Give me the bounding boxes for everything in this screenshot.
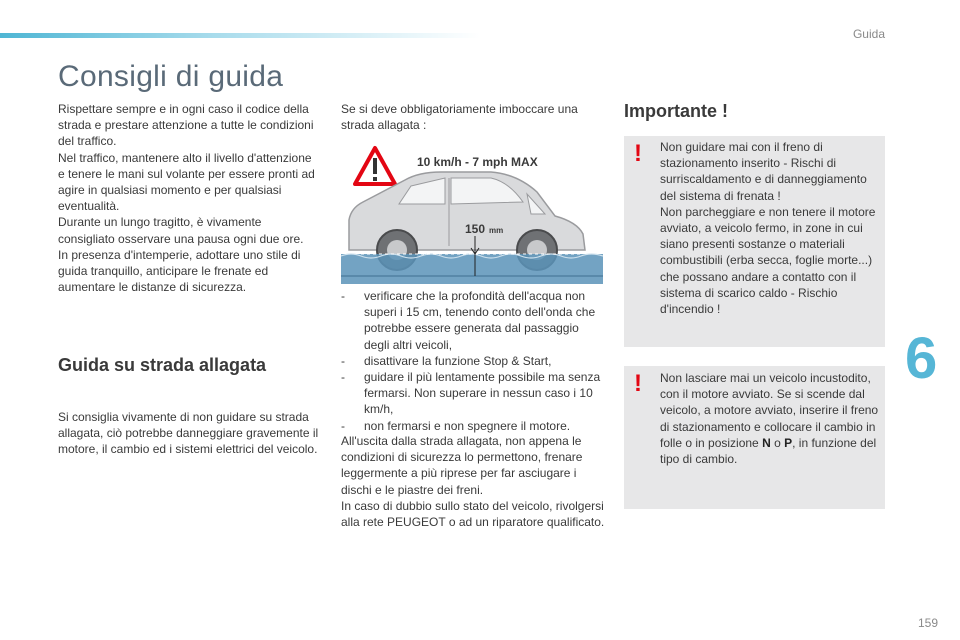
gear-n-label: N <box>762 435 771 450</box>
header-accent-bar <box>0 33 480 38</box>
warning-box-unattended-vehicle <box>624 366 885 509</box>
flooded-road-intro <box>341 101 606 133</box>
after-flood-paragraph: In caso di dubbio sullo stato del veicolo, rivolgersi alla rete PEUGEOT o ad un riparatore qualificato. <box>341 498 605 530</box>
step-text: non fermarsi e non spegnere il motore. <box>364 418 571 433</box>
section-label: Guida <box>852 27 885 41</box>
warning-exclamation-icon: ! <box>634 370 642 397</box>
warning-text-part: , in funzione del tipo di cambio. <box>660 435 877 467</box>
warning-paragraph <box>660 370 879 467</box>
flooded-road-illustration <box>341 142 603 284</box>
step-item <box>341 369 606 418</box>
step-item <box>341 288 606 353</box>
intro-line: Durante un lungo tragitto, è vivamente consigliato osservare una pausa ogni due ore. <box>58 215 304 246</box>
after-flood-paragraph: All'uscita dalla strada allagata, non appena le condizioni di sicurezza lo permettono, frenare leggermente a più riprese per far asciugare i dischi e le piastre dei freni. <box>341 434 583 497</box>
speed-limit-label: 10 km/h - 7 mph MAX <box>417 155 538 169</box>
flooded-road-steps <box>341 288 606 434</box>
page-title: Consigli di guida <box>58 60 284 93</box>
chapter-number: 6 <box>905 326 938 391</box>
step-text: guidare il più lentamente possibile ma senza fermarsi. Non superare in nessun caso i 10 km/h, <box>364 370 601 417</box>
warning-text-part: Non lasciare mai un veicolo incustodito, con il motore avviato. Se si scende dal veicolo, a motore avviato, inserire il freno di stazionamento e collocare il cambio in folle o in posizione <box>660 371 879 450</box>
depth-unit: mm <box>489 226 504 235</box>
intro-line: Rispettare sempre e in ogni caso il codice della strada e prestare attenzione a tutte le condizioni del traffico. <box>58 102 314 149</box>
step-text: verificare che la profondità dell'acqua non superi i 15 cm, tenendo conto dell'onda che potrebbe essere generata dal passaggio degli altri veicoli, <box>364 289 596 352</box>
flooded-road-text <box>58 409 320 458</box>
warning-exclamation-icon: ! <box>634 140 642 167</box>
intro-text <box>58 101 320 295</box>
intro-line: In presenza d'intemperie, adottare uno stile di guida tranquillo, anticipare le frenate ed aumentare le distanze di sicurezza. <box>58 247 301 295</box>
flooded-road-paragraph: Si consiglia vivamente di non guidare su strada allagata, ciò potrebbe danneggiare gravemente il motore, il cambio ed i sistemi elettrici del veicolo. <box>58 410 319 457</box>
gear-p-label: P <box>784 435 793 450</box>
step-text: disattivare la funzione Stop & Start, <box>364 353 552 368</box>
step-dash: - <box>341 353 345 368</box>
intro-line: Nel traffico, mantenere alto il livello d'attenzione e tenere le mani sul volante per essere pronti ad agire in qualsiasi momento e per qualsiasi eventualità. <box>58 150 315 214</box>
step-dash: - <box>341 370 345 385</box>
flooded-road-intro-text: Se si deve obbligatoriamente imboccare una strada allagata : <box>341 102 578 133</box>
after-flood-text <box>341 433 606 530</box>
flooded-road-heading: Guida su strada allagata <box>58 355 267 375</box>
step-item <box>341 353 606 369</box>
step-dash: - <box>341 418 345 433</box>
warning-text <box>660 139 879 317</box>
warning-paragraph: Non parcheggiare e non tenere il motore avviato, a veicolo fermo, in zone in cui siano presenti sostanze o materiali combustibili (erba secca, foglie morte...) che possano andare a contatto con il sistema di scarico caldo - Rischio d'incendio ! <box>660 204 876 317</box>
warning-triangle-icon <box>355 148 395 184</box>
warning-box-parking-brake <box>624 136 885 347</box>
step-item <box>341 418 606 434</box>
step-dash: - <box>341 289 345 303</box>
depth-value: 150 <box>465 222 486 236</box>
warning-text <box>660 370 879 467</box>
warning-paragraph: Non guidare mai con il freno di stazionamento inserito - Rischi di surriscaldamento e di danneggiamento del sistema di frenata ! <box>660 140 867 203</box>
warning-text-part: o <box>770 435 785 450</box>
water-surface <box>341 254 603 284</box>
important-heading: Importante ! <box>624 101 729 121</box>
page-number: 159 <box>917 616 938 630</box>
